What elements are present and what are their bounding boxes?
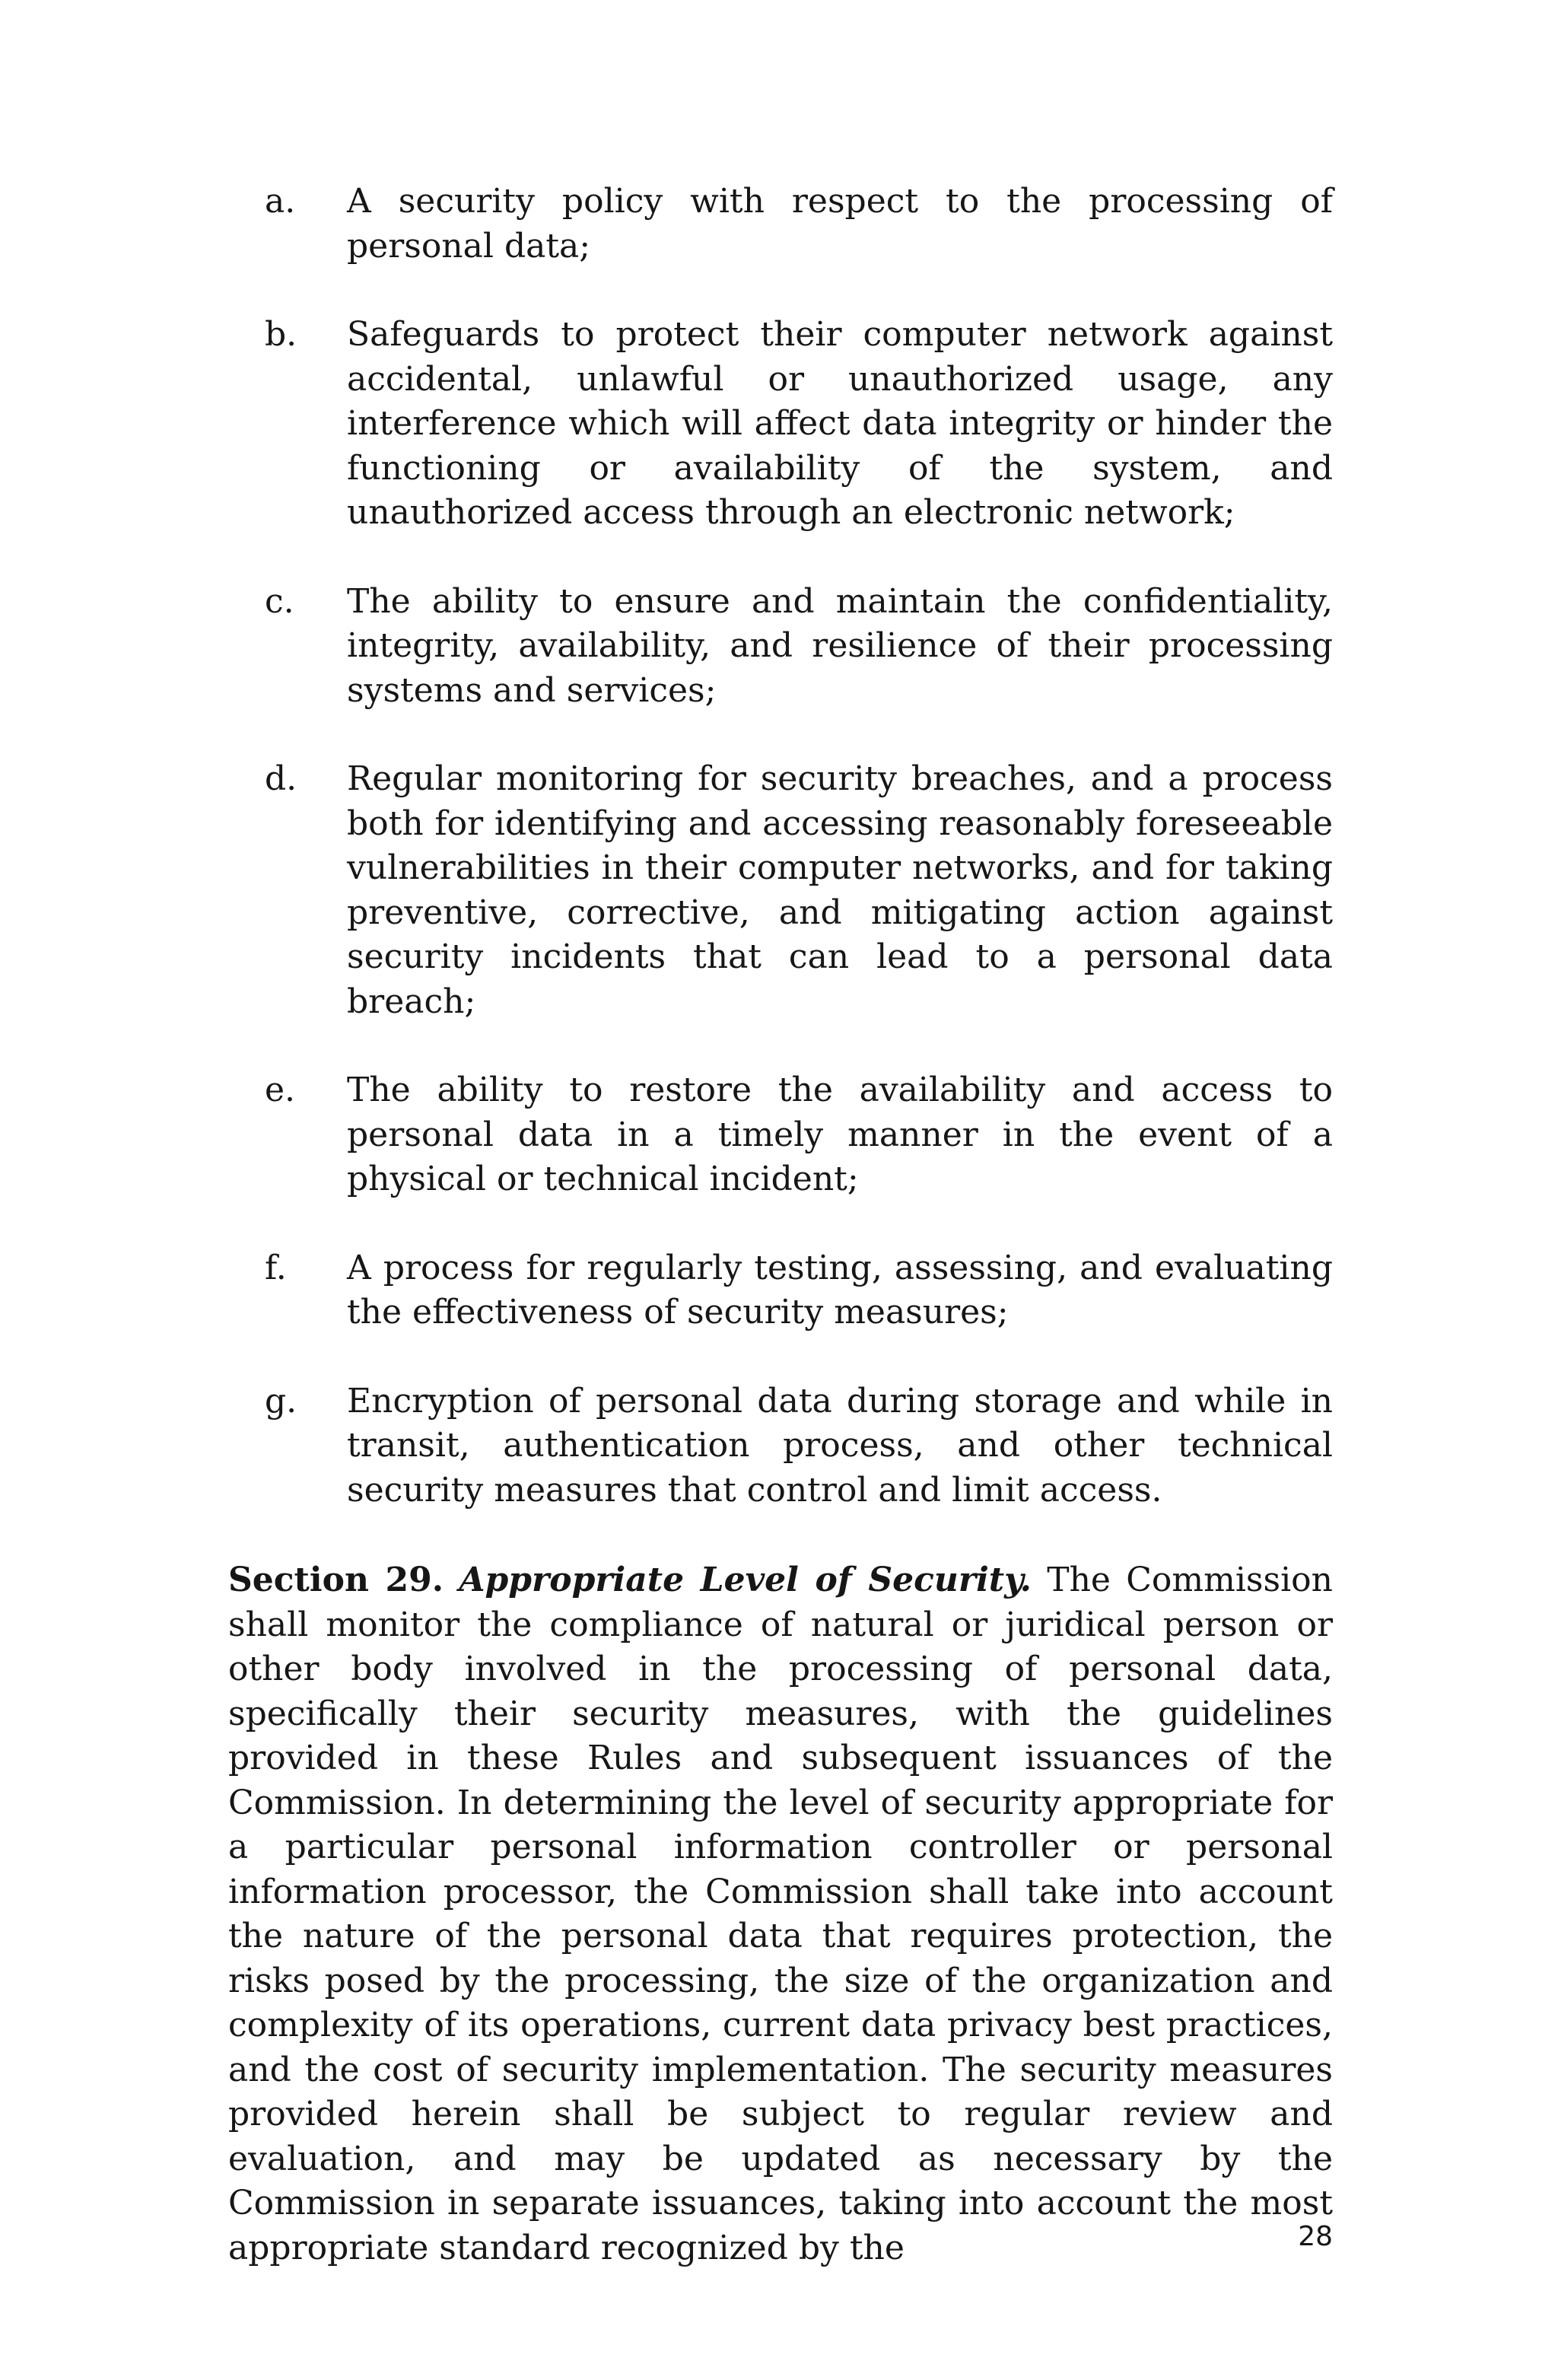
list-item-f [265, 1246, 1333, 1335]
list-item-text: Regular monitoring for security breaches, and a process both for identifying and accessing reasonably foreseeable vulnerabilities in their computer networks, and for taking preventive, corrective, and mitigating action against security incidents that can lead to a personal data breach; [347, 759, 1333, 1021]
list-item-d [265, 757, 1333, 1024]
list-item-text: Safeguards to protect their computer network against accidental, unlawful or unauthorized usage, any interference which will affect data integrity or hinder the functioning or availability of the system, and unauthorized access through an electronic network; [347, 315, 1333, 532]
list-marker: b. [265, 315, 297, 354]
list-item-g [265, 1379, 1333, 1513]
list-item-text: A security policy with respect to the processing of personal data; [347, 182, 1333, 266]
list-item-a [265, 180, 1333, 269]
list-item-text: A process for regularly testing, assessing, and evaluating the effectiveness of security measures; [347, 1248, 1333, 1332]
list-marker: d. [265, 759, 297, 798]
list-item-text: The ability to restore the availability and access to personal data in a timely manner in the event of a physical or technical incident; [347, 1071, 1333, 1198]
list-item-e [265, 1068, 1333, 1202]
list-marker: a. [265, 182, 296, 221]
list-item-text: Encryption of personal data during storage and while in transit, authentication process, and other technical security measures that control and limit access. [347, 1381, 1333, 1510]
list-marker: c. [265, 581, 294, 621]
section-heading: Appropriate Level of Security. [459, 1561, 1032, 1599]
list-marker: f. [265, 1248, 287, 1287]
list-item-c [265, 580, 1333, 714]
list-marker: g. [265, 1381, 297, 1421]
section-body: The Commission shall monitor the compliance of natural or juridical person or other body involved in the processing of personal data, specifically their security measures, with the guidelines provided in these Rules and subsequent issuances of the Commission. In determining the level of security appropriate for a particular personal information controller or personal information processor, the Commission shall take into account the nature of the personal data that requires protection, the risks posed by the processing, the size of the organization and complexity of its operations, current data privacy best practices, and the cost of security implementation. The security measures provided herein shall be subject to regular review and evaluation, and may be updated as necessary by the Commission in separate issuances, taking into account the most appropriate standard recognized by the [228, 1561, 1333, 2267]
list-marker: e. [265, 1071, 296, 1109]
section-label: Section 29. [228, 1561, 444, 1599]
list-item-b [265, 313, 1333, 536]
security-measures-list [265, 180, 1333, 1557]
section-29-paragraph [228, 1558, 1333, 2270]
list-item-text: The ability to ensure and maintain the confidentiality, integrity, availability, and resilience of their processing systems and services; [347, 581, 1333, 710]
page-number: 28 [1298, 2221, 1333, 2252]
